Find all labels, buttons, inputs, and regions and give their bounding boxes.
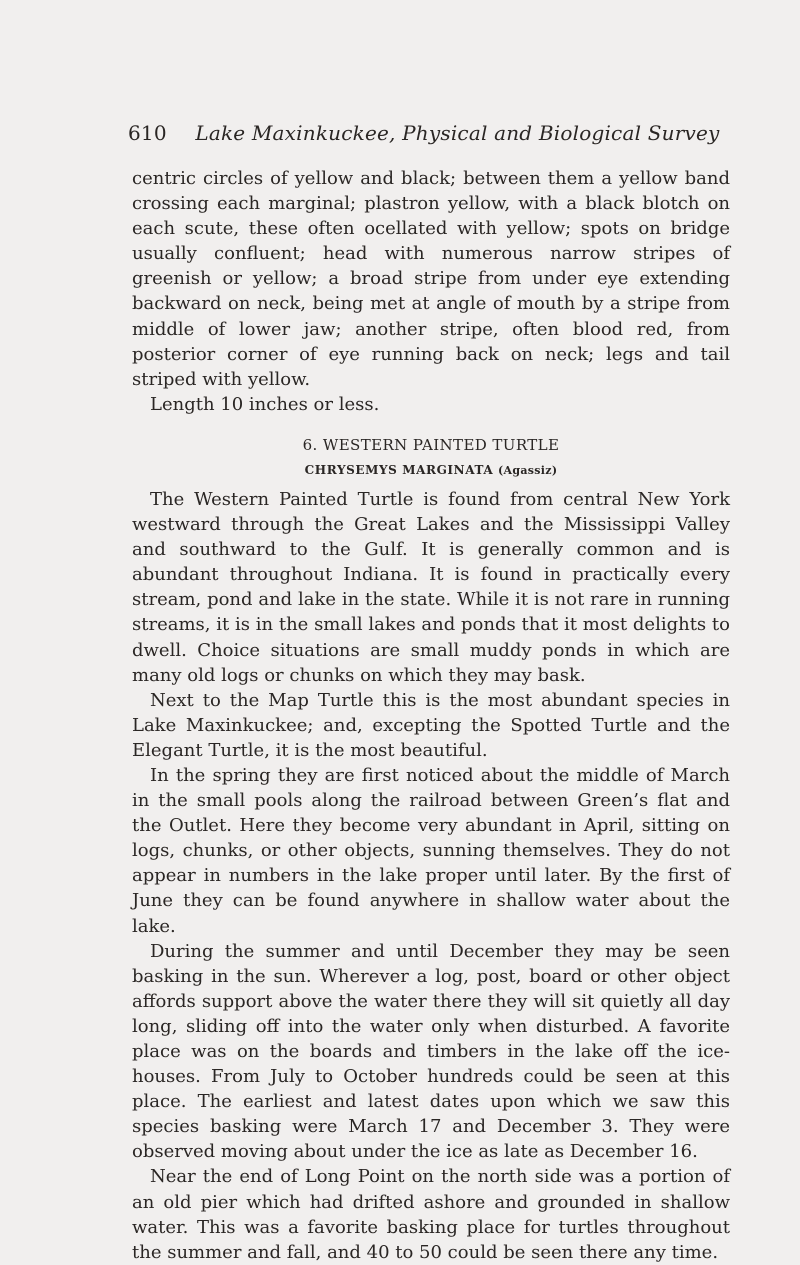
page-number: 610 (128, 121, 167, 145)
section-heading: 6. WESTERN PAINTED TURTLE (302, 435, 560, 454)
species-authority: (Agassiz) (498, 463, 558, 477)
paragraph-summer: During the summer and until December they may be seen basking in the sun. Wherever a log, post, board or other object affords support above the water there they will sit quietly all day long, sliding off into the water only when disturbed. A favorite place was on the boards and timbers in the lake off the ice-houses. From July to October hundreds could be seen at this place. The earliest and latest dates upon which we saw this species basking were March 17 and December 3. They were observed moving about under the ice as late as December 16. (132, 940, 730, 1163)
running-title: Lake Maxinkuckee, Physical and Biological Survey (195, 121, 720, 145)
paragraph-abundance: Next to the Map Turtle this is the most abundant species in Lake Maxinkuckee; and, excepting the Spotted Turtle and the Elegant Turtle, it is the most beautiful. (132, 689, 730, 761)
length-note: Length 10 inches or less. (150, 393, 380, 415)
page-header (128, 121, 720, 145)
body-text (132, 166, 730, 1265)
species-name (132, 461, 730, 480)
paragraph-distribution: The Western Painted Turtle is found from central New York westward through the Great Lakes and the Mississippi Valley and southward to the Gulf. It is generally common and is abundant throughout Indiana. It is found in practically every stream, pond and lake in the state. While it is not rare in running streams, it is in the small lakes and ponds that it most delights to dwell. Choice situations are small muddy ponds in which are many old logs or chunks on which they may bask. (132, 488, 730, 686)
paragraph-long-point: Near the end of Long Point on the north side was a portion of an old pier which had drifted ashore and grounded in shallow water. This was a favorite basking place for turtles throughout the summer and fall, and 40 to 50 could be seen there any time. (132, 1166, 730, 1263)
scientific-name: CHRYSEMYS MARGINATA (304, 462, 494, 477)
continuation-paragraph: centric circles of yellow and black; between them a yellow band crossing each marginal; plastron yellow, with a black blotch on each scute, these often ocellated with yellow; spots on bridge usually confluent; head with numerous narrow stripes of greenish or yellow; a broad stripe from under eye extending backward on neck, being met at angle of mouth by a stripe from middle of lower jaw; another stripe, often blood red, from posterior corner of eye running back on neck; legs and tail striped with yellow. (132, 168, 730, 390)
paragraph-spring: In the spring they are first noticed about the middle of March in the small pools along the railroad between Green’s flat and the Outlet. Here they become very abundant in April, sitting on logs, chunks, or other objects, sunning themselves. They do not appear in numbers in the lake proper until later. By the first of June they can be found anywhere in shallow water about the lake. (132, 764, 730, 937)
